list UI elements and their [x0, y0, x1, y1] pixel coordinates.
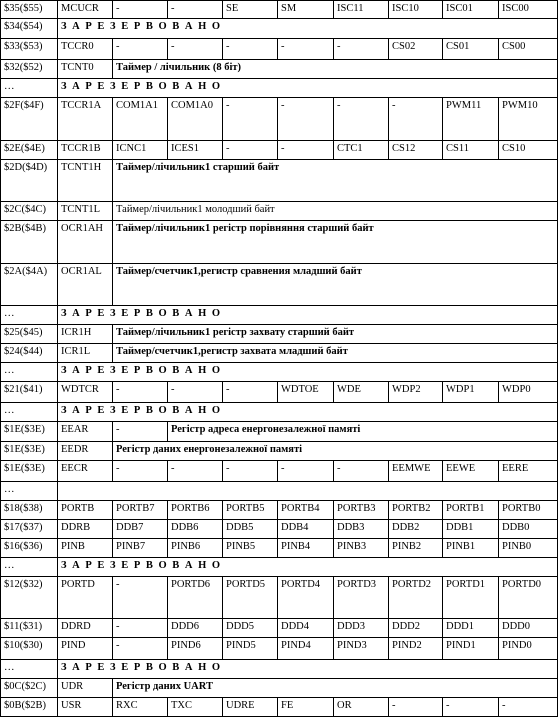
register-name-cell: З А Р Е З Е Р В О В А Н О [58, 659, 558, 678]
address-cell: $24($44) [1, 344, 58, 363]
table-row [1, 19, 558, 39]
register-name-cell: PIND [58, 638, 113, 659]
bit-cell: DDD5 [223, 619, 278, 638]
address-cell: $1E($3E) [1, 422, 58, 441]
description-cell: Таймер/счетчик1,регистр захвата младший байт [113, 344, 558, 363]
table-row [1, 538, 558, 557]
register-name-cell: TCCR1A [58, 98, 113, 140]
bit-cell: PORTD6 [168, 577, 223, 619]
address-cell: $1E($3E) [1, 460, 58, 481]
bit-cell: DDB0 [499, 519, 558, 538]
bit-cell: PORTB2 [389, 500, 443, 519]
register-name-cell: EEDR [58, 441, 113, 460]
bit-cell: PIND3 [334, 638, 389, 659]
bit-cell: - [168, 460, 223, 481]
description-cell: Таймер/лічильник1 регістр порівняння старший байт [113, 221, 558, 263]
bit-cell: DDB3 [334, 519, 389, 538]
address-cell: $35($55) [1, 1, 58, 19]
register-name-cell: З А Р Е З Е Р В О В А Н О [58, 558, 558, 577]
bit-cell: PINB6 [168, 538, 223, 557]
table-row [1, 39, 558, 60]
register-name-cell: ICR1H [58, 325, 113, 344]
description-cell: Таймер/счетчик1,регистр сравнения младший байт [113, 263, 558, 305]
bit-cell: WDP1 [443, 382, 499, 403]
bit-cell: EEWE [443, 460, 499, 481]
address-cell: $0B($2B) [1, 697, 58, 716]
bit-cell: PIND4 [278, 638, 334, 659]
bit-cell: PINB7 [113, 538, 168, 557]
address-cell: $25($45) [1, 325, 58, 344]
bit-cell: WDP0 [499, 382, 558, 403]
bit-cell: - [443, 697, 499, 716]
bit-cell: CS00 [499, 39, 558, 60]
bit-cell: PIND0 [499, 638, 558, 659]
bit-cell: DDD1 [443, 619, 499, 638]
bit-cell: - [223, 460, 278, 481]
bit-cell: DDB2 [389, 519, 443, 538]
bit-cell: - [223, 140, 278, 159]
register-name-cell: PINB [58, 538, 113, 557]
bit-cell: PINB3 [334, 538, 389, 557]
bit-cell: - [223, 39, 278, 60]
bit-cell: SM [278, 1, 334, 19]
table-row [1, 382, 558, 403]
address-cell: $2E($4E) [1, 140, 58, 159]
register-name-cell: З А Р Е З Е Р В О В А Н О [58, 305, 558, 324]
table-row [1, 697, 558, 716]
bit-cell: - [389, 697, 443, 716]
bit-cell: CS01 [443, 39, 499, 60]
table-row [1, 422, 558, 441]
bit-cell: PORTB0 [499, 500, 558, 519]
bit-cell: FE [278, 697, 334, 716]
bit-cell: ISC11 [334, 1, 389, 19]
register-name-cell: EECR [58, 460, 113, 481]
bit-cell: CS10 [499, 140, 558, 159]
register-name-cell: ICR1L [58, 344, 113, 363]
register-name-cell: TCCR1B [58, 140, 113, 159]
bit-cell: PORTB3 [334, 500, 389, 519]
address-cell: $2C($4C) [1, 202, 58, 221]
address-cell: … [1, 305, 58, 324]
register-name-cell: PORTD [58, 577, 113, 619]
address-cell: $16($36) [1, 538, 58, 557]
table-row [1, 481, 558, 500]
table-row [1, 79, 558, 98]
bit-cell: - [113, 619, 168, 638]
bit-cell: - [278, 39, 334, 60]
register-name-cell: DDRB [58, 519, 113, 538]
bit-cell: - [113, 1, 168, 19]
description-cell: Таймер/лічильник1 регістр захвату старший байт [113, 325, 558, 344]
address-cell: $2B($4B) [1, 221, 58, 263]
register-name-cell: З А Р Е З Е Р В О В А Н О [58, 79, 558, 98]
bit-cell: PORTB1 [443, 500, 499, 519]
address-cell: $2D($4D) [1, 159, 58, 201]
bit-cell: CS11 [443, 140, 499, 159]
bit-cell: ISC00 [499, 1, 558, 19]
table-row [1, 305, 558, 324]
table-row [1, 678, 558, 697]
bit-cell: PORTB6 [168, 500, 223, 519]
bit-cell: PINB0 [499, 538, 558, 557]
address-cell: $18($38) [1, 500, 58, 519]
address-cell: $10($30) [1, 638, 58, 659]
bit-cell: DDB7 [113, 519, 168, 538]
register-name-cell: EEAR [58, 422, 113, 441]
bit-cell: EEMWE [389, 460, 443, 481]
bit-cell: SE [223, 1, 278, 19]
address-cell: $2F($4F) [1, 98, 58, 140]
bit-cell: EERE [499, 460, 558, 481]
bit-cell: - [168, 382, 223, 403]
address-cell: $11($31) [1, 619, 58, 638]
bit-cell: DDB5 [223, 519, 278, 538]
register-name-cell: OCR1AH [58, 221, 113, 263]
bit-cell: - [113, 638, 168, 659]
table-row [1, 344, 558, 363]
address-cell: … [1, 363, 58, 382]
address-cell: … [1, 403, 58, 422]
address-cell: $2A($4A) [1, 263, 58, 305]
bit-cell: DDD3 [334, 619, 389, 638]
bit-cell: - [113, 382, 168, 403]
address-cell: … [1, 79, 58, 98]
bit-cell: ICES1 [168, 140, 223, 159]
bit-cell: RXC [113, 697, 168, 716]
table-row [1, 460, 558, 481]
description-cell: Регістр адреса енергонезалежної памяті [168, 422, 558, 441]
bit-cell: - [389, 98, 443, 140]
bit-cell: ISC01 [443, 1, 499, 19]
description-cell: Таймер/лічильник1 старший байт [113, 159, 558, 201]
bit-cell: TXC [168, 697, 223, 716]
bit-cell: PORTB4 [278, 500, 334, 519]
bit-cell: - [499, 697, 558, 716]
bit-cell: DDD2 [389, 619, 443, 638]
address-cell: … [1, 481, 58, 500]
bit-cell: CTC1 [334, 140, 389, 159]
register-name-cell: TCNT1H [58, 159, 113, 201]
bit-cell: COM1A0 [168, 98, 223, 140]
address-cell: $1E($3E) [1, 441, 58, 460]
bit-cell: PIND6 [168, 638, 223, 659]
bit-cell: - [113, 39, 168, 60]
description-cell: Регістр даних енергонезалежної памяті [113, 441, 558, 460]
bit-cell: PIND2 [389, 638, 443, 659]
bit-cell: DDD4 [278, 619, 334, 638]
table-row [1, 263, 558, 305]
register-name-cell: PORTB [58, 500, 113, 519]
bit-cell: PORTB5 [223, 500, 278, 519]
bit-cell: PIND5 [223, 638, 278, 659]
bit-cell: PINB1 [443, 538, 499, 557]
register-name-cell: З А Р Е З Е Р В О В А Н О [58, 363, 558, 382]
address-cell: … [1, 558, 58, 577]
address-cell: $0C($2C) [1, 678, 58, 697]
table-row [1, 363, 558, 382]
table-row [1, 1, 558, 19]
table-row [1, 98, 558, 140]
table-row [1, 325, 558, 344]
address-cell: $12($32) [1, 577, 58, 619]
address-cell: $17($37) [1, 519, 58, 538]
address-cell: $21($41) [1, 382, 58, 403]
bit-cell: ISC10 [389, 1, 443, 19]
table-row [1, 441, 558, 460]
register-name-cell: UDR [58, 678, 113, 697]
bit-cell: - [334, 460, 389, 481]
table-row [1, 60, 558, 79]
bit-cell: CS02 [389, 39, 443, 60]
table-row [1, 202, 558, 221]
register-name-cell: OCR1AL [58, 263, 113, 305]
bit-cell: WDE [334, 382, 389, 403]
bit-cell: PORTB7 [113, 500, 168, 519]
bit-cell: - [278, 140, 334, 159]
bit-cell: - [334, 39, 389, 60]
address-cell: $34($54) [1, 19, 58, 39]
table-row [1, 159, 558, 201]
description-cell: Таймер/лічильник1 молодший байт [113, 202, 558, 221]
bit-cell: - [223, 382, 278, 403]
bit-cell: PINB5 [223, 538, 278, 557]
bit-cell: - [113, 577, 168, 619]
bit-cell: - [168, 1, 223, 19]
register-name-cell: З А Р Е З Е Р В О В А Н О [58, 19, 558, 39]
bit-cell: - [113, 422, 168, 441]
bit-cell: DDB1 [443, 519, 499, 538]
bit-cell: DDD0 [499, 619, 558, 638]
bit-cell: PIND1 [443, 638, 499, 659]
bit-cell: PORTD3 [334, 577, 389, 619]
register-name-cell: WDTCR [58, 382, 113, 403]
bit-cell: - [278, 460, 334, 481]
bit-cell: UDRE [223, 697, 278, 716]
bit-cell: PINB2 [389, 538, 443, 557]
bit-cell: PINB4 [278, 538, 334, 557]
bit-cell: DDB6 [168, 519, 223, 538]
bit-cell: PWM11 [443, 98, 499, 140]
description-cell: Таймер / лічильник (8 біт) [113, 60, 558, 79]
table-row [1, 140, 558, 159]
bit-cell: - [334, 98, 389, 140]
bit-cell: WDTOE [278, 382, 334, 403]
table-row [1, 519, 558, 538]
address-cell: $32($52) [1, 60, 58, 79]
register-name-cell: MCUCR [58, 1, 113, 19]
bit-cell: ICNC1 [113, 140, 168, 159]
register-name-cell: TCNT1L [58, 202, 113, 221]
bit-cell: OR [334, 697, 389, 716]
address-cell: … [1, 659, 58, 678]
bit-cell: PORTD1 [443, 577, 499, 619]
address-cell: $33($53) [1, 39, 58, 60]
table-row [1, 403, 558, 422]
bit-cell: DDB4 [278, 519, 334, 538]
register-name-cell [58, 481, 558, 500]
bit-cell: CS12 [389, 140, 443, 159]
bit-cell: - [113, 460, 168, 481]
bit-cell: WDP2 [389, 382, 443, 403]
register-name-cell: TCNT0 [58, 60, 113, 79]
table-row [1, 221, 558, 263]
table-row [1, 638, 558, 659]
table-row [1, 500, 558, 519]
table-row [1, 659, 558, 678]
register-name-cell: З А Р Е З Е Р В О В А Н О [58, 403, 558, 422]
table-row [1, 619, 558, 638]
bit-cell: - [223, 98, 278, 140]
bit-cell: PORTD2 [389, 577, 443, 619]
register-name-cell: DDRD [58, 619, 113, 638]
description-cell: Регістр даних UART [113, 678, 558, 697]
register-name-cell: USR [58, 697, 113, 716]
bit-cell: - [278, 98, 334, 140]
bit-cell: COM1A1 [113, 98, 168, 140]
bit-cell: PORTD4 [278, 577, 334, 619]
table-row [1, 558, 558, 577]
bit-cell: PORTD5 [223, 577, 278, 619]
bit-cell: PORTD0 [499, 577, 558, 619]
register-name-cell: TCCR0 [58, 39, 113, 60]
bit-cell: DDD6 [168, 619, 223, 638]
bit-cell: PWM10 [499, 98, 558, 140]
register-rows [1, 1, 558, 717]
table-row [1, 577, 558, 619]
bit-cell: - [168, 39, 223, 60]
